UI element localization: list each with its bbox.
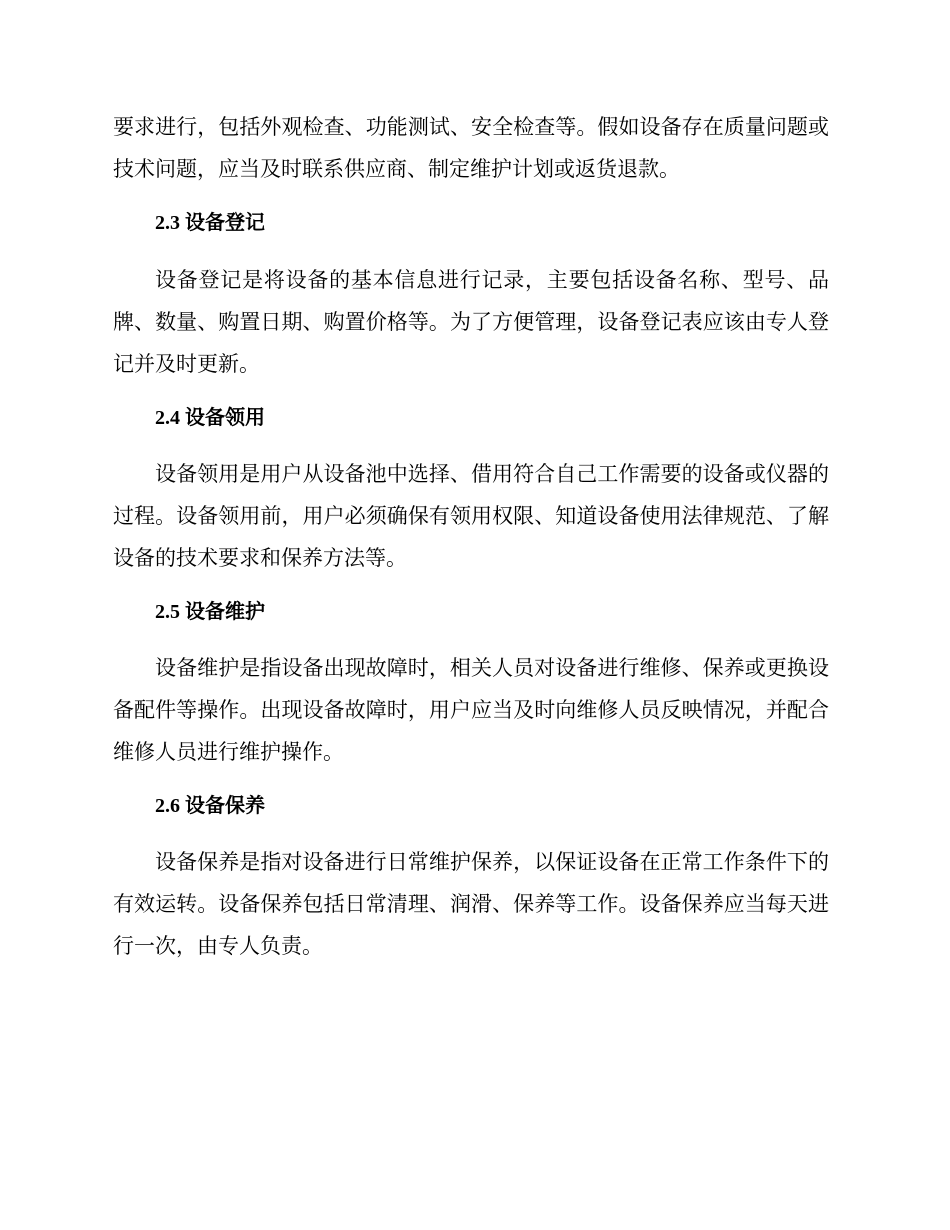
section-body-block-2-4 <box>113 453 829 579</box>
section-heading-2-3: 2.3 设备登记 <box>155 212 265 234</box>
section-heading-2-5: 2.5 设备维护 <box>155 601 265 623</box>
section-body-2-3: 设备登记是将设备的基本信息进行记录，主要包括设备名称、型号、品牌、数量、购置日期、购置价格等。为了方便管理，设备登记表应该由专人登记并及时更新。 <box>113 268 829 376</box>
section-body-block-2-3 <box>113 259 829 385</box>
intro-paragraph-block <box>113 106 829 190</box>
section-body-block-2-6 <box>113 841 829 967</box>
section-heading-2-4: 2.4 设备领用 <box>155 407 265 429</box>
intro-paragraph: 要求进行，包括外观检查、功能测试、安全检查等。假如设备存在质量问题或技术问题，应当及时联系供应商、制定维护计划或返货退款。 <box>113 115 829 181</box>
section-heading-2-6: 2.6 设备保养 <box>155 795 265 817</box>
section-body-2-6: 设备保养是指对设备进行日常维护保养，以保证设备在正常工作条件下的有效运转。设备保养包括日常清理、润滑、保养等工作。设备保养应当每天进行一次，由专人负责。 <box>113 850 829 958</box>
section-body-block-2-5 <box>113 647 829 773</box>
section-body-2-4: 设备领用是用户从设备池中选择、借用符合自己工作需要的设备或仪器的过程。设备领用前，用户必须确保有领用权限、知道设备使用法律规范、了解设备的技术要求和保养方法等。 <box>113 462 829 570</box>
section-body-2-5: 设备维护是指设备出现故障时，相关人员对设备进行维修、保养或更换设备配件等操作。出现设备故障时，用户应当及时向维修人员反映情况，并配合维修人员进行维护操作。 <box>113 656 829 764</box>
